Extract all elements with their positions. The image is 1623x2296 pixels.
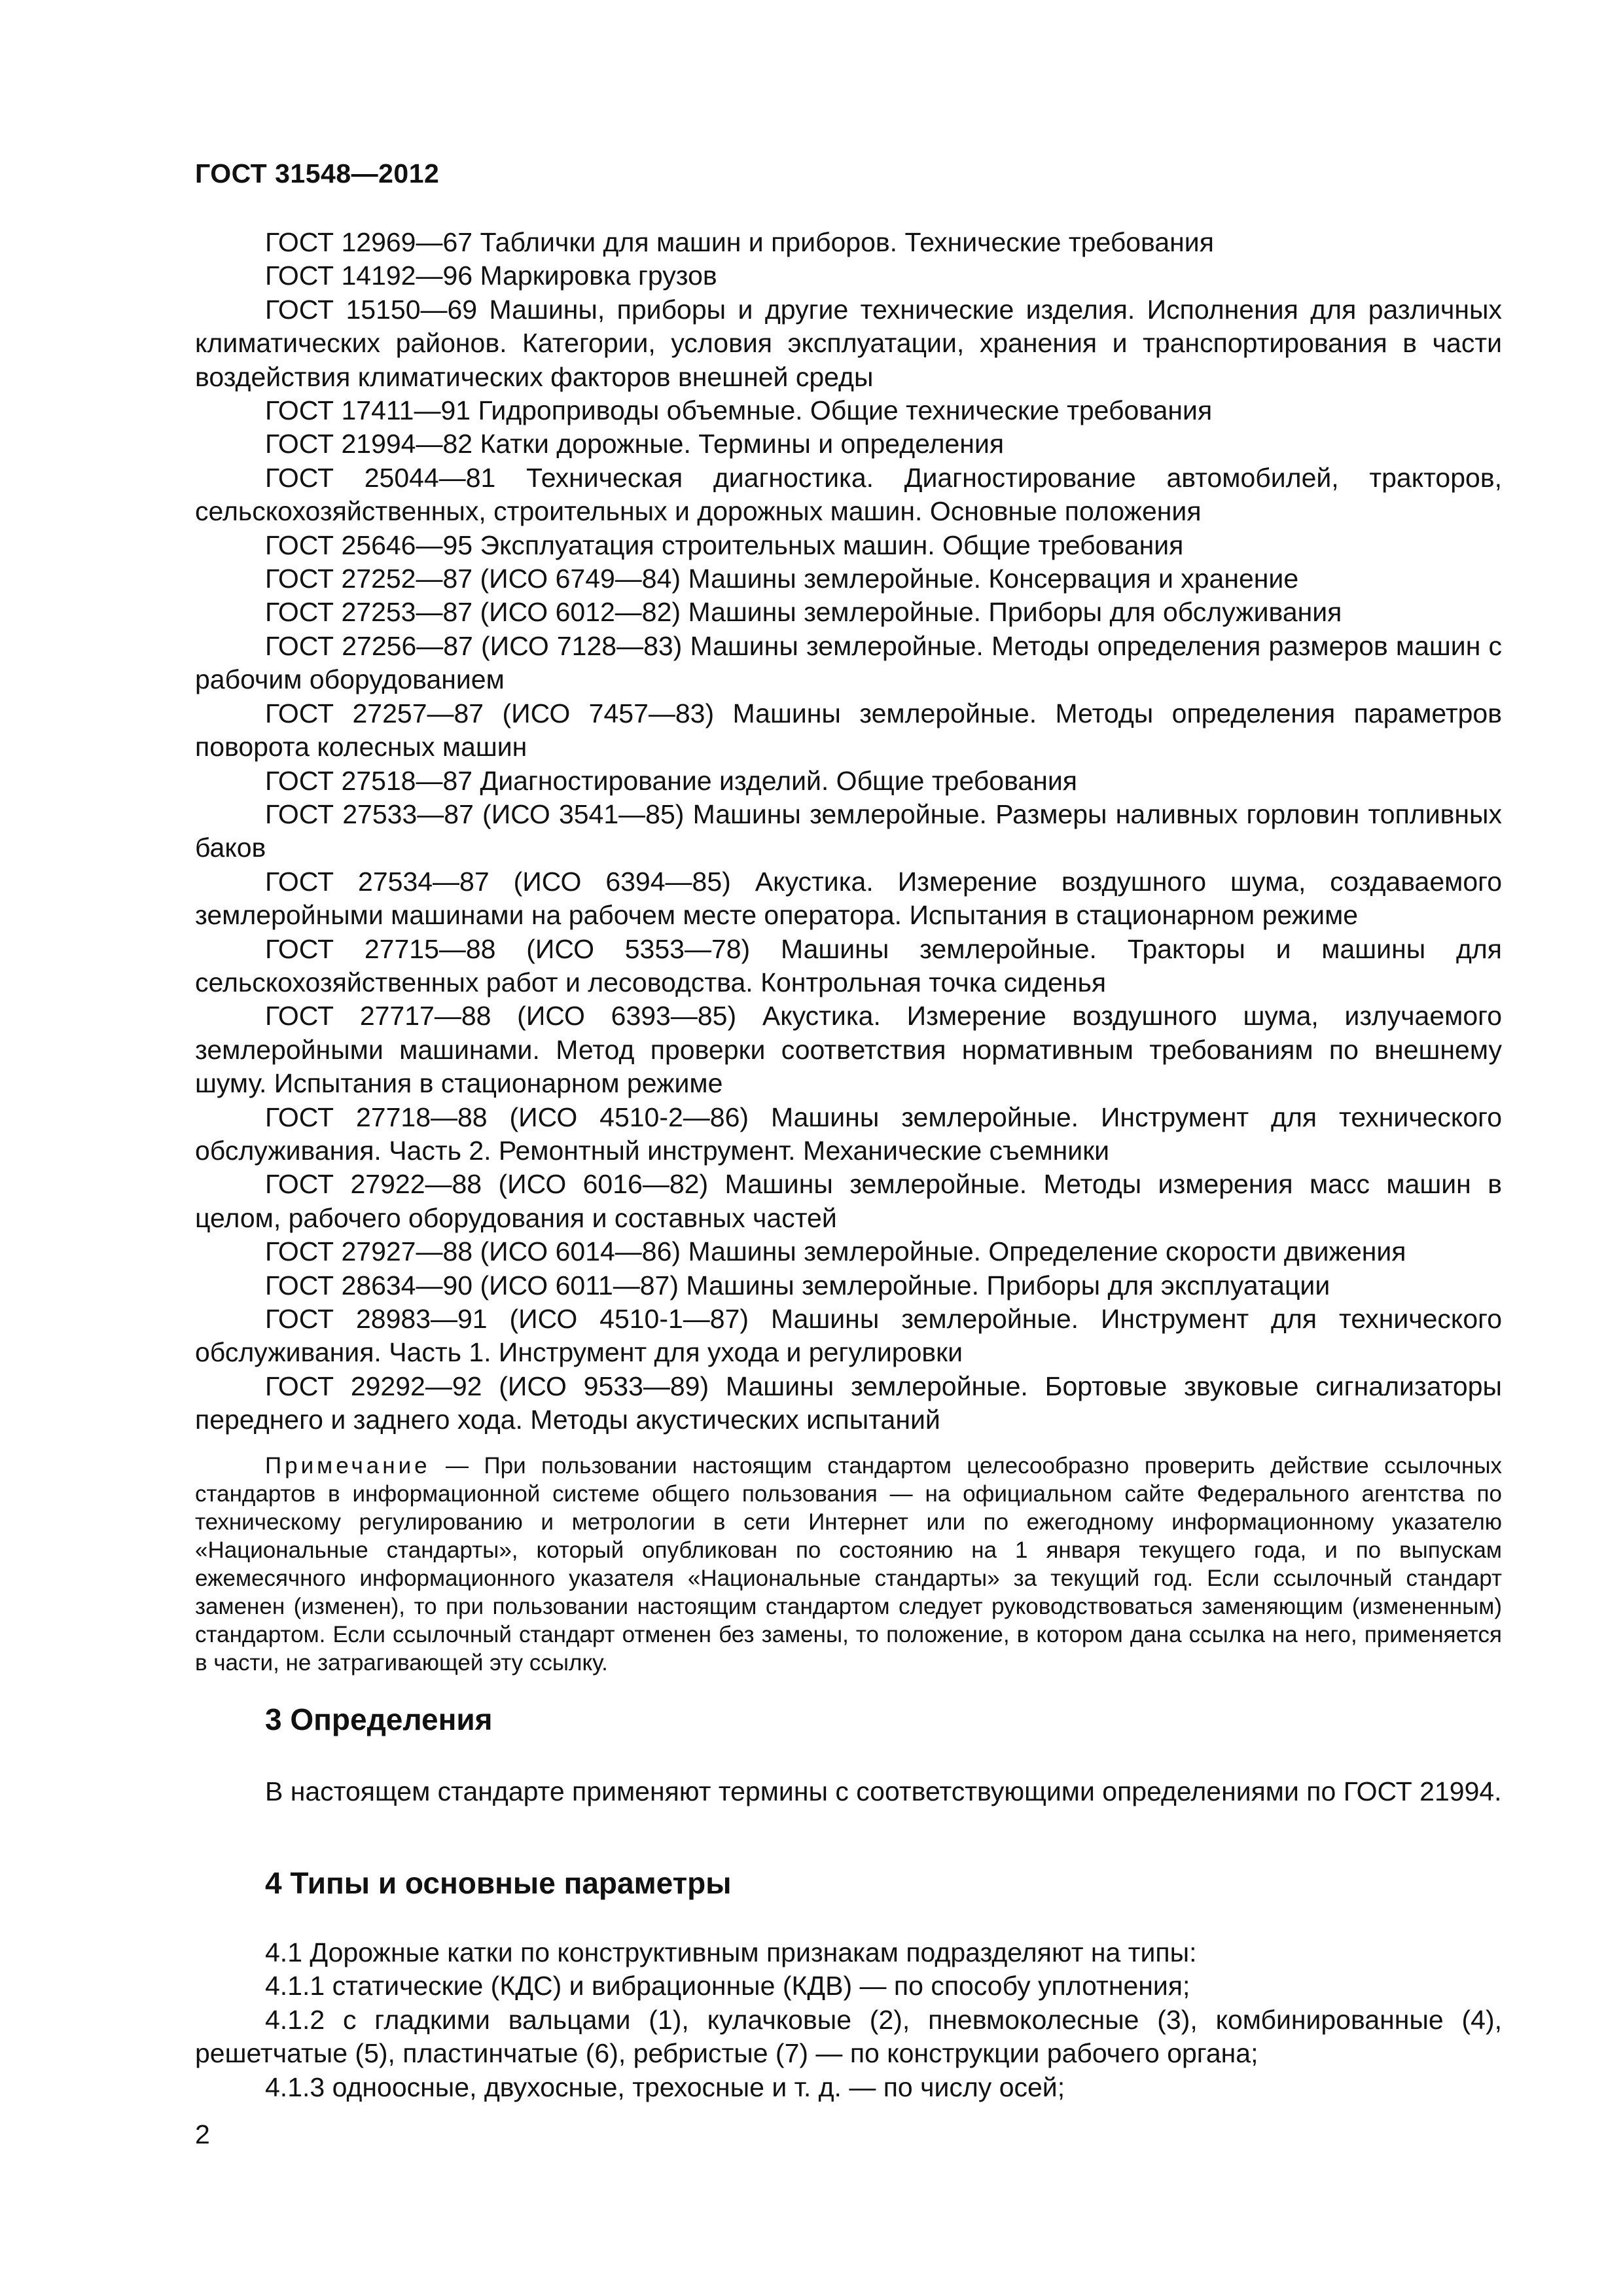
reference-item: ГОСТ 27534—87 (ИСО 6394—85) Акустика. Измерение воздушного шума, создаваемого землеройными машинами на рабочем месте оператора. Испытания в стационарном режиме bbox=[195, 866, 1502, 931]
reference-item: ГОСТ 27715—88 (ИСО 5353—78) Машины землеройные. Тракторы и машины для сельскохозяйственных работ и лесоводства. Контрольная точка сиденья bbox=[195, 933, 1502, 997]
reference-item: ГОСТ 12969—67 Таблички для машин и приборов. Технические требования bbox=[265, 227, 1214, 257]
clause-item: 4.1.3 одноосные, двухосные, трехосные и т. д. — по числу осей; bbox=[265, 2072, 1065, 2102]
section-4-heading: 4 Типы и основные параметры bbox=[265, 1866, 732, 1900]
reference-item: ГОСТ 27253—87 (ИСО 6012—82) Машины землеройные. Приборы для обслуживания bbox=[265, 597, 1342, 628]
note-label: Примечание bbox=[265, 1453, 431, 1479]
note-paragraph bbox=[195, 1452, 1502, 1677]
note-text: — При пользовании настоящим стандартом целесообразно проверить действие ссылочных стандартов в информационной системе общего пользования — на официальном сайте Федерального агентства по техническому регулированию и метрологии в сети Интернет или по ежегодному информационному указателю «Национальные стандарты», который опубликован по состоянию на 1 января текущего года, и по выпускам ежемесячного информационного указателя «Национальные стандарты» за текущий год. Если ссылочный стандарт заменен (изменен), то при пользовании настоящим стандартом следует руководствоваться заменяющим (измененным) стандартом. Если ссылочный стандарт отменен без замены, то положение, в котором дана ссылка на него, применяется в части, не затрагивающей эту ссылку. bbox=[195, 1453, 1502, 1676]
reference-item: ГОСТ 29292—92 (ИСО 9533—89) Машины землеройные. Бортовые звуковые сигнализаторы переднего и заднего хода. Методы акустических испытаний bbox=[195, 1371, 1502, 1435]
reference-item: ГОСТ 27257—87 (ИСО 7457—83) Машины землеройные. Методы определения параметров поворота колесных машин bbox=[195, 698, 1502, 762]
reference-item: ГОСТ 17411—91 Гидроприводы объемные. Общие технические требования bbox=[265, 395, 1213, 426]
section-4-list bbox=[195, 1936, 1502, 2104]
reference-item: ГОСТ 27718—88 (ИСО 4510-2—86) Машины землеройные. Инструмент для технического обслуживания. Часть 2. Ремонтный инструмент. Механические съемники bbox=[195, 1102, 1502, 1166]
section-3-heading: 3 Определения bbox=[265, 1702, 493, 1736]
clause-item: 4.1 Дорожные катки по конструктивным признакам подразделяют на типы: bbox=[265, 1937, 1197, 1967]
reference-item: ГОСТ 25646—95 Эксплуатация строительных машин. Общие требования bbox=[265, 529, 1184, 560]
reference-item: ГОСТ 25044—81 Техническая диагностика. Диагностирование автомобилей, тракторов, сельскохозяйственных, строительных и дорожных машин. Основные положения bbox=[195, 462, 1502, 527]
reference-item: ГОСТ 27922—88 (ИСО 6016—82) Машины землеройные. Методы измерения масс машин в целом, рабочего оборудования и составных частей bbox=[195, 1169, 1502, 1233]
reference-item: ГОСТ 27256—87 (ИСО 7128—83) Машины землеройные. Методы определения размеров машин с рабочим оборудованием bbox=[195, 630, 1502, 695]
references-list bbox=[195, 226, 1502, 1437]
reference-item: ГОСТ 28634—90 (ИСО 6011—87) Машины землеройные. Приборы для эксплуатации bbox=[265, 1270, 1330, 1300]
reference-item: ГОСТ 21994—82 Катки дорожные. Термины и определения bbox=[265, 429, 1005, 459]
page-number: 2 bbox=[195, 2119, 210, 2149]
reference-item: ГОСТ 27717—88 (ИСО 6393—85) Акустика. Измерение воздушного шума, излучаемого землеройными машинами. Метод проверки соответствия нормативным требованиям по внешнему шуму. Испытания в стационарном режиме bbox=[195, 1001, 1502, 1099]
clause-item: 4.1.1 статические (КДС) и вибрационные (КДВ) — по способу уплотнения; bbox=[265, 1971, 1190, 2001]
section-3-text: В настоящем стандарте применяют термины с соответствующими определениями по ГОСТ 21994. bbox=[265, 1776, 1502, 1806]
reference-item: ГОСТ 27533—87 (ИСО 3541—85) Машины землеройные. Размеры наливных горловин топливных баков bbox=[195, 798, 1502, 863]
reference-item: ГОСТ 15150—69 Машины, приборы и другие технические изделия. Исполнения для различных климатических районов. Категории, условия эксплуатации, хранения и транспортирования в части воздействия климатических факторов внешней среды bbox=[195, 294, 1502, 392]
reference-item: ГОСТ 27252—87 (ИСО 6749—84) Машины землеройные. Консервация и хранение bbox=[265, 564, 1299, 594]
clause-item: 4.1.2 с гладкими вальцами (1), кулачковые (2), пневмоколесные (3), комбинированные (4), решетчатые (5), пластинчатые (6), ребристые (7) — по конструкции рабочего органа; bbox=[195, 2004, 1502, 2069]
reference-item: ГОСТ 27927—88 (ИСО 6014—86) Машины землеройные. Определение скорости движения bbox=[265, 1236, 1406, 1267]
reference-item: ГОСТ 28983—91 (ИСО 4510-1—87) Машины землеройные. Инструмент для технического обслуживания. Часть 1. Инструмент для ухода и регулировки bbox=[195, 1304, 1502, 1368]
reference-item: ГОСТ 14192—96 Маркировка грузов bbox=[265, 260, 717, 291]
reference-item: ГОСТ 27518—87 Диагностирование изделий. Общие требования bbox=[265, 765, 1077, 796]
standard-header: ГОСТ 31548—2012 bbox=[195, 158, 440, 188]
